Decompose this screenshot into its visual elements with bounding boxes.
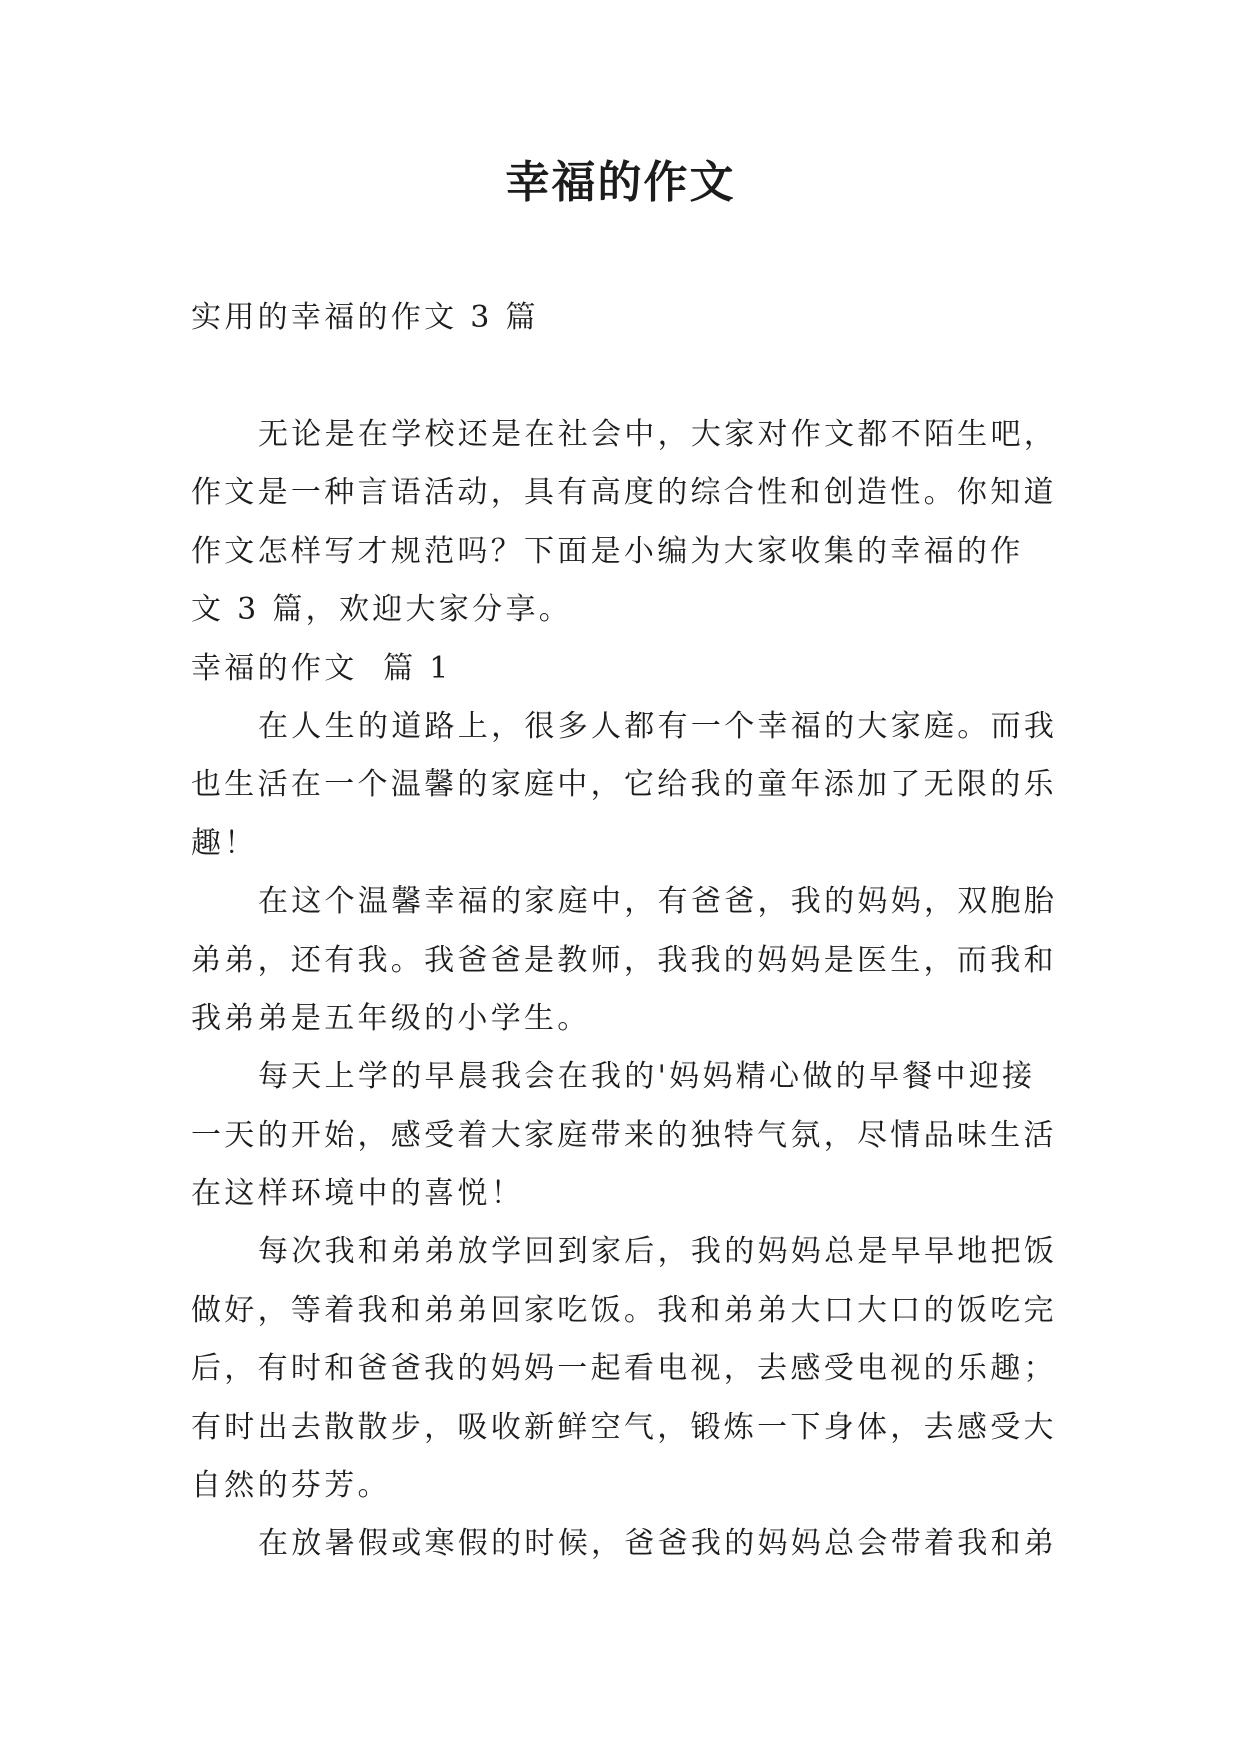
paragraph-line: 每次我和弟弟放学回到家后，我的妈妈总是早早地把饭 <box>258 1234 1058 1270</box>
paragraph <box>191 698 1071 873</box>
paragraph-line: 一天的开始，感受着大家庭带来的独特气氛，尽情品味生活 <box>191 1117 1057 1153</box>
paragraph-line: 文 3 篇，欢迎大家分享。 <box>191 592 573 628</box>
paragraph-line: 弟弟，还有我。我爸爸是教师，我我的妈妈是医生，而我和 <box>191 942 1057 978</box>
paragraph-line: 作文是一种言语活动，具有高度的综合性和创造性。你知道 <box>191 475 1057 511</box>
paragraph <box>191 1048 1071 1223</box>
paragraph-line: 有时出去散散步，吸收新鲜空气，锻炼一下身体，去感受大 <box>191 1409 1057 1445</box>
document-subtitle: 实用的幸福的作文 3 篇 <box>191 300 539 335</box>
paragraph-line: 后，有时和爸爸我的妈妈一起看电视，去感受电视的乐趣； <box>191 1351 1057 1387</box>
paragraph-line: 做好，等着我和弟弟回家吃饭。我和弟弟大口大口的饭吃完 <box>191 1292 1057 1328</box>
paragraph-line: 趣！ <box>191 825 258 861</box>
paragraph-line: 也生活在一个温馨的家庭中，它给我的童年添加了无限的乐 <box>191 767 1057 803</box>
paragraph-line: 每天上学的早晨我会在我的'妈妈精心做的早餐中迎接 <box>258 1059 1036 1095</box>
paragraph <box>191 1515 1071 1573</box>
section-heading: 幸福的作文 篇 1 <box>191 650 452 686</box>
paragraph-line: 在这个温馨幸福的家庭中，有爸爸，我的妈妈，双胞胎 <box>258 884 1058 920</box>
intro-paragraph <box>191 406 1071 640</box>
document-title: 幸福的作文 <box>505 157 736 208</box>
paragraph-line: 无论是在学校还是在社会中，大家对作文都不陌生吧， <box>258 417 1058 452</box>
paragraph-line: 在放暑假或寒假的时候，爸爸我的妈妈总会带着我和弟 <box>258 1526 1058 1562</box>
paragraph <box>191 1223 1071 1515</box>
paragraph-line: 作文怎样写才规范吗？下面是小编为大家收集的幸福的作 <box>191 533 1024 569</box>
paragraph-line: 在这样环境中的喜悦！ <box>191 1176 524 1212</box>
paragraph-line: 自然的芬芳。 <box>191 1468 391 1504</box>
document-body <box>191 406 1071 1574</box>
paragraph-line: 在人生的道路上，很多人都有一个幸福的大家庭。而我 <box>258 708 1058 744</box>
paragraph-line: 我弟弟是五年级的小学生。 <box>191 1000 591 1036</box>
paragraph <box>191 873 1071 1048</box>
